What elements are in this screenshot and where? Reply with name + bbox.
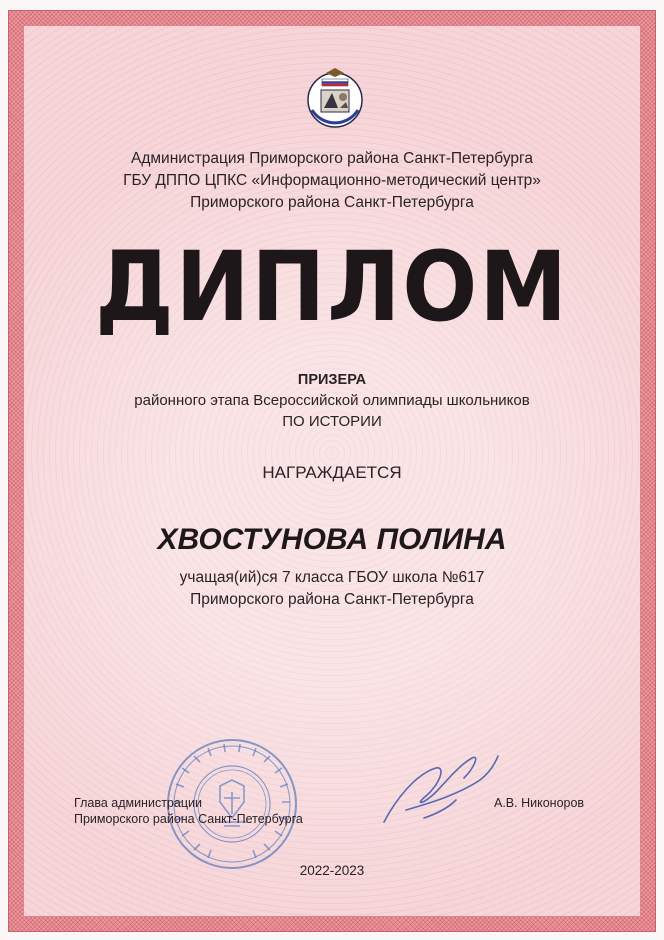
recipient-district: Приморского района Санкт-Петербурга	[190, 591, 474, 608]
olympiad-stage: районного этапа Всероссийской олимпиады школьников	[134, 392, 530, 409]
recipient-class: учащая(ий)ся 7 класса ГБОУ школа №617	[179, 569, 485, 586]
signer-name: А.В. Никоноров	[494, 796, 585, 810]
awarded-label: НАГРАЖДАЕТСЯ	[262, 463, 402, 482]
organization-line-1: Администрация Приморского района Санкт-Петербурга	[131, 150, 533, 167]
academic-year: 2022-2023	[299, 863, 365, 878]
organization-line-2: ГБУ ДППО ЦПКС «Информационно-методический центр»	[123, 172, 541, 189]
prize-label: ПРИЗЕРА	[297, 372, 367, 388]
olympiad-subject: ПО ИСТОРИИ	[282, 413, 382, 430]
signer-position-line-1: Глава администрации	[74, 796, 202, 810]
recipient-name: ХВОСТУНОВА ПОЛИНА	[157, 523, 507, 556]
document-title: ДИПЛОМ	[95, 231, 569, 343]
olympiad-emblem-icon	[302, 64, 368, 130]
signer-position-line-2: Приморского района Санкт-Петербурга	[74, 812, 303, 826]
organization-line-3: Приморского района Санкт-Петербурга	[190, 194, 474, 211]
handwritten-signature-icon	[376, 744, 506, 834]
organization-header	[0, 148, 664, 214]
